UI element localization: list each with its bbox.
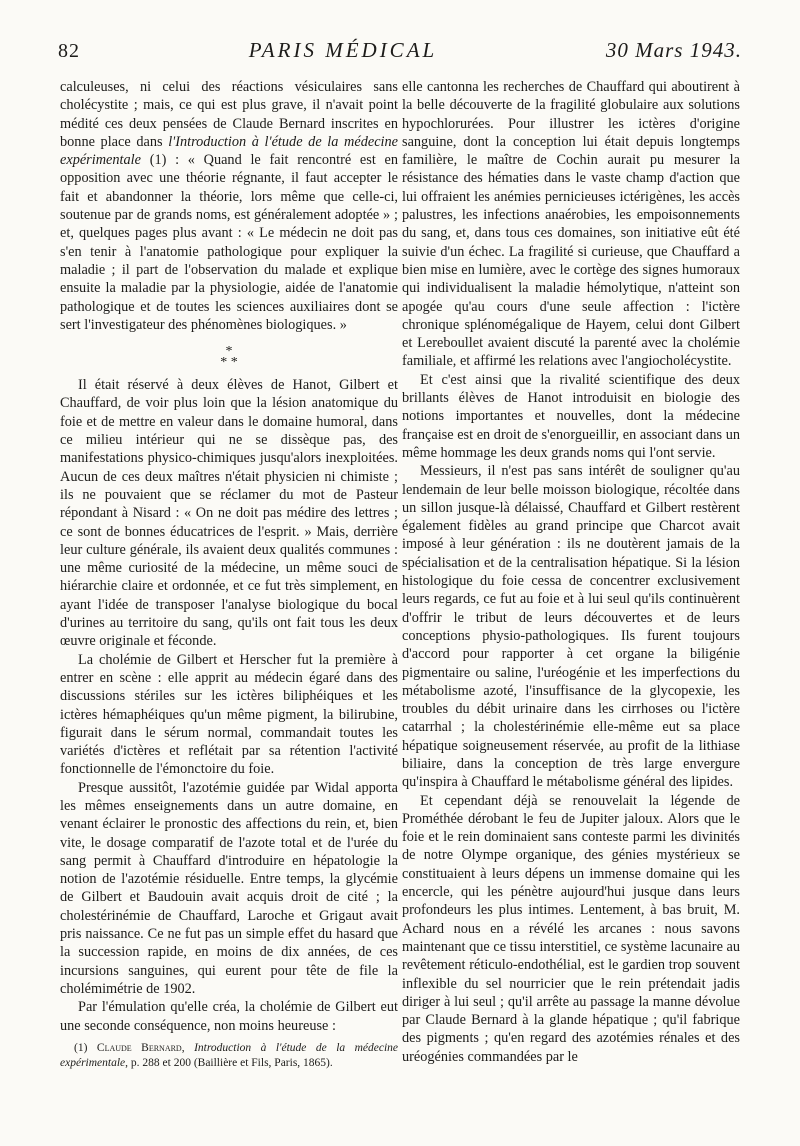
section-separator bbox=[60, 334, 398, 376]
book-title: l'Introduction à l'étude de la médecine expérimentale bbox=[60, 133, 399, 169]
separator-star-top: * bbox=[225, 344, 233, 360]
page-number: 82 bbox=[58, 40, 80, 62]
journal-title: PARIS MÉDICAL bbox=[248, 38, 438, 62]
left-p1-text: calculeuses, ni celui des réactions vésiculaires sans cholécystite ; mais, ce qui est plus grave, il n'avait point médité ces deux pensées de Claude Bernard inscrites en bonne place dans bbox=[60, 79, 398, 150]
right-paragraph-4: Et cependant déjà se renouvelait la légende de Prométhée dérobant le feu de Jupiter jaloux. Alors que le foie et le rein dominaient sans conteste parmi les divinités de notre Olympe organique, des génies mystérieux se constituaient à leurs dépens un immense domaine qui les encercle, qui les pénètre aujourd'hui jusque dans leurs profondeurs les plus intimes. Lentement, à bas bruit, M. Achard nous en a révélé les arcanes : nous savons maintenant que ce tissu interstitiel, ce système lacunaire au revêtement réticulo-endothélial, est le gardien trop souvent inflexible du sel nourricier que le rein prétendait jadis diriger à lui seul ; qu'il arrête au passage la manne dévolue par Claude Bernard à la glande hépatique ; qu'il fabrique des pigments ; qu'en regard des azotémies rénales et des uréogénies commandées par le bbox=[402, 792, 740, 1065]
left-paragraph-1 bbox=[60, 78, 398, 334]
footnote-author: Claude Bernard bbox=[96, 1041, 182, 1054]
left-paragraph-5: Par l'émulation qu'elle créa, la cholémie de Gilbert eut une seconde conséquence, non moins heureuse : bbox=[60, 999, 398, 1034]
left-paragraph-2: Il était réservé à deux élèves de Hanot, Gilbert et Chauffard, de voir plus loin que la lésion anatomique du foie et de mettre en valeur dans le domaine humoral, dans ce milieu intérieur qui ne se dissèque pas, des manifestations physico-chimiques jusqu'alors inexploitées. Aucun de ces deux maîtres n'était physicien ni chimiste ; ils ne pouvaient que se réclamer du mot de Pasteur répondant à Nisard : « On ne doit pas médire des lettres ; ce sont de bonnes éducatrices de l'esprit. » Mais, derrière leur culture générale, ils avaient deux qualités communes : une même curiosité de la médecine, un même souci de hiérarchie claire et ordonnée, et ce fut très simplement, en ayant l'idée de transposer l'analyse biologique du bocal d'urines au territoire du sang, qu'ils ont fait tous les deux œuvre originale et féconde. bbox=[60, 377, 398, 650]
right-column bbox=[402, 78, 740, 1066]
left-column bbox=[60, 78, 398, 1071]
issue-date: 30 Mars 1943. bbox=[605, 38, 742, 62]
right-paragraph-1: elle cantonna les recherches de Chauffard qui aboutirent à la belle découverte de la fragilité globulaire aux solutions hypochlorurées. Pour illustrer les ictères d'origine sanguine, dont la conception lui était depuis longtemps familière, le maître de Cochin aurait pu mesurer la résistance des hématies dans le vaste champ d'action que lui offraient les anémies pernicieuses ictérigènes, les accès palustres, les infections anaérobies, les empoisonnements du sang, et, dans tous ces domaines, son initiative eût été suivie d'un échec. La fragilité si curieuse, que Chauffard a bien mise en lumière, avec le cortège des signes humoraux qui individualisent la maladie hémolytique, n'atteint son apogée qu'au cours d'une seule affection : l'ictère chronique splénomégalique de Hayem, celui dont Gilbert et Lereboullet avaient discuté la parenté avec la cholémie familiale, et affirmé les relations avec l'angiocholécystite. bbox=[402, 79, 740, 370]
footnote-number: (1) bbox=[74, 1041, 88, 1054]
right-paragraph-3: Messieurs, il n'est pas sans intérêt de souligner qu'au lendemain de leur belle moisson biologique, récoltée dans un sillon jusque-là délaissé, Chauffard et Gilbert restèrent également fidèles au grand principe que Charcot avait imposé à leur génération : ils ne doutèrent jamais de la spécialisation et de la centralisation hépatique. Si la lésion histologique du foie cessa de concentrer exclusivement leurs regards, ce fut au foie et à lui seul qu'ils continuèrent d'offrir le tribut de leurs découvertes et de leurs conceptions physio-pathologiques. Ils furent toujours d'accord pour rapporter à cet organe la biligénie pigmentaire ou saline, l'uréogénie et les imperfections du métabolisme azoté, l'insuffisance de la glycopexie, les troubles du débit urinaire dans les cirrhoses ou l'ictère catarrhal ; la cholestérinémie elle-même eut sa place hépatique soigneusement réservée, au profit de la lithiase biliaire, dans la conception de très large envergure qu'inspira à Chauffard le métabolisme général des lipides. bbox=[402, 463, 740, 791]
footnote-title: Introduction à l'étude de la médecine expérimentale bbox=[60, 1041, 399, 1069]
left-paragraph-3: La cholémie de Gilbert et Herscher fut la première à entrer en scène : elle apprit au médecin égaré dans des discussions stériles sur les ictères biliphéiques et les ictères hémaphéiques qu'un même pigment, la bilirubine, figurait dans le sérum normal, commandait toutes les variétés d'ictères et reflétait par sa rétention l'activité fonctionnelle de l'émonctoire du foie. bbox=[60, 651, 398, 778]
footnote: (1) Claude Bernard, Introduction à l'étude de la médecine expérimentale, p. 288 et 200 (Baillière et Fils, Paris, 1865). bbox=[60, 1041, 399, 1069]
right-paragraph-2: Et c'est ainsi que la rivalité scientifique des deux brillants élèves de Hanot introduisit en biologie des notions importantes et nouvelles, dont la médecine française est en droit de s'enorgueillir, en associant dans un même hommage les deux grands noms qui l'ont servie. bbox=[402, 371, 740, 461]
left-p1-rest: (1) : « Quand le fait rencontré est en opposition avec une théorie régnante, il faut accepter le fait et abandonner la théorie, lors même que celle-ci, soutenue par de grands noms, est généralement adoptée » ; et, quelques pages plus avant : « Le médecin ne doit pas s'en tenir à l'anatomie pathologique pour expliquer la maladie ; il part de l'observation du malade et explique ensuite la maladie par la physiologie, aidée de l'anatomie pathologique et de toutes les sciences auxiliaires dont se sert l'investigateur des phénomènes biologiques. » bbox=[60, 152, 398, 333]
footnote-rest: , p. 288 et 200 (Baillière et Fils, Paris, 1865). bbox=[125, 1056, 333, 1069]
left-paragraph-4: Presque aussitôt, l'azotémie guidée par Widal apporta les mêmes enseignements dans un autre domaine, en venant éclairer le pronostic des affections du rein, et, bien vite, le dosage comparatif de l'azote total et de l'urée du sang permit à Chauffard d'introduire en hépatologie la notion de l'azotémie résiduelle. Entre temps, la glycémie de Gilbert et Baudouin avait acquis droit de cité ; la cholestérinémie de Chauffard, Laroche et Grigaut avait pris naissance. Ce ne fut pas un simple effet du hasard que la succession rapide, en moins de dix années, de ces incursions sanguines, qui eurent pour tête de file la cholémimétrie de 1902. bbox=[60, 779, 398, 997]
running-header bbox=[58, 38, 742, 74]
separator-stars-bottom: * * bbox=[220, 355, 238, 371]
